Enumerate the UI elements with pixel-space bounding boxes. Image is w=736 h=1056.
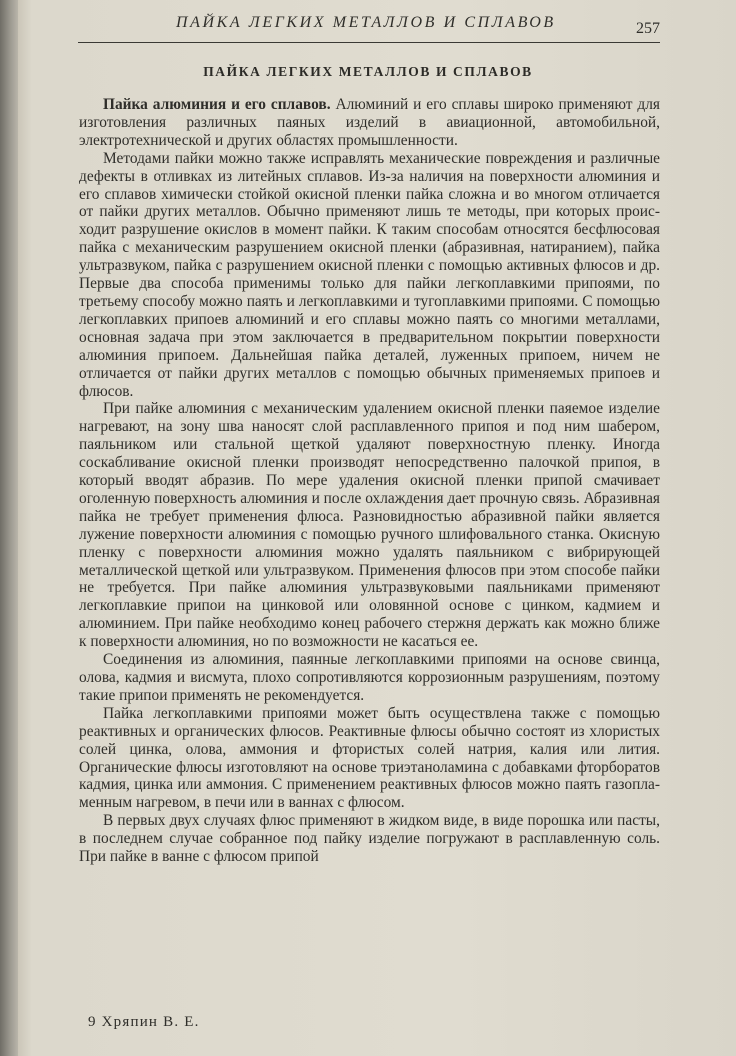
paragraph-3: При пайке алюминия с механическим удалением окисной пленки паяемое изделие нагревают, на зону шва наносят слой расплавленного припоя и под ним шабером, паяльником или стальной щеткой удаляют поверхностную пленку. Иногда соскабливание окисной пленки производят непосредственно палочкой припоя, в который вводят абразив. По мере удаления окисной пленки припой смачивает оголенную поверхность алюминия и после охлаждения дает прочную связь. Абразивная пайка не требует применения флюса. Разновидностью абразивной пайки является лужение поверхности алюминия с помощью ручного шлифовального станка. Окисную пленку с поверхности алюминия можно удалять паяльником с вибрирующей металлической щеткой или ультразвуком. Применения флюсов при этом способе пайки не требуется. При пайке алюминия ультразвуковыми паяльниками применяют легкоплавкие припои на цинковой или оловянной основе с цинком, кадмием и алюминием. При пайке необходимо конец рабочего стержня держать как можно ближе к поверхности алюминия, но по возможности не касаться ее. bbox=[79, 400, 660, 651]
running-header bbox=[78, 12, 660, 43]
paragraph-4: Соединения из алюминия, паянные легкоплавкими припоями на основе свинца, олова, кадмия и висмута, плохо сопротивляются коррозионным разрушениям, поэтому такие припои применять не рекомендуется. bbox=[79, 651, 660, 704]
paragraph-6: В первых двух случаях флюс применяют в жидком виде, в виде порошка или пасты, в последнем случае собранное под пайку изделие погружают в расплавленную соль. При пайке в ванне с флюсом припой bbox=[79, 812, 660, 866]
running-title: ПАЙКА ЛЕГКИХ МЕТАЛЛОВ И СПЛАВОВ bbox=[176, 14, 556, 31]
paragraph-lead: Пайка алюминия и его сплавов. bbox=[103, 96, 331, 113]
footer-signature: 9 Хряпин В. Е. bbox=[88, 1014, 200, 1030]
paragraph-1 bbox=[79, 96, 660, 150]
paragraph-2: Методами пайки можно также исправлять механические повреждения и различные дефекты в отливках из литейных сплавов. Из-за наличия на поверхности алюминия и его сплавов химически стойкой окисной пленки пайка сложна и во многом отличается от пайки других металлов. Обычно применяют лишь те методы, при которых происходит разрушение окислов в момент пайки. К таким способам относятся бесфлюсовая пайка с механическим разрушением окисной пленки (абразивная, натиранием), пайка ультразвуком, пайка с разрушением окисной пленки с помощью активных флюсов и др. Первые два способа применимы только для пайки легкоплавкими припоями, по третьему способу можно паять и легкоплавкими и тугоплавкими припоями. С помощью легкоплавких припоев алюминий и его сплавы можно паять со многими металлами, основная задача при этом заключается в предварительном покрытии поверхности алюминия припоем. Дальнейшая пайка деталей, луженных припоем, ничем не отличается от пайки других металлов с помощью обычных применяемых припоев и флюсов. bbox=[79, 149, 660, 400]
page-number: 257 bbox=[636, 20, 660, 37]
section-title: ПАЙКА ЛЕГКИХ МЕТАЛЛОВ И СПЛАВОВ bbox=[203, 64, 533, 79]
book-spine-shadow bbox=[0, 0, 18, 1056]
paragraph-text: Алюминий и его сплавы широко применяют для изготовления различных паяных изделий в авиационной, автомобильной, электротехнической и других областях промышленности. bbox=[79, 96, 660, 149]
body-text bbox=[79, 96, 660, 866]
paragraph-5: Пайка легкоплавкими припоями может быть осуществлена также с помощью реактивных и органических флюсов. Реактивные флюсы обычно состоят из хлористых солей цинка, олова, аммония и фтористых солей натрия, калия или лития. Органические флюсы изготовляют на основе триэтаноламина с добавками фторборатов кадмия, цинка или аммония. С применением реактивных флюсов можно паять газопламенным нагревом, в печи или в ваннах с флюсом. bbox=[79, 704, 660, 812]
